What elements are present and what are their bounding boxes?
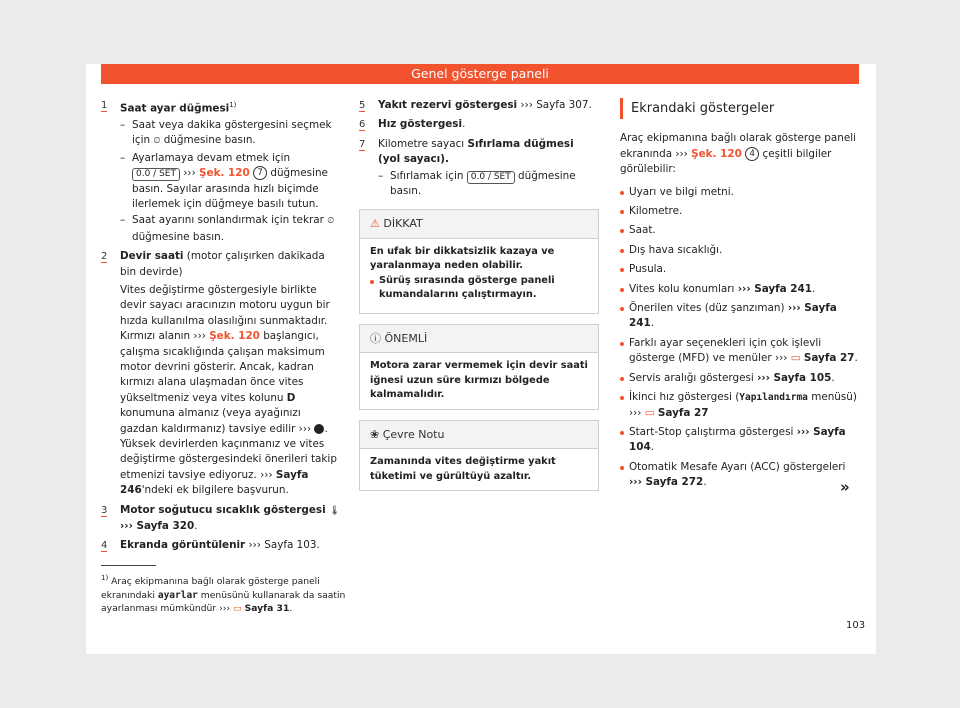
item-title: Motor soğutucu sıcaklık göstergesi bbox=[120, 503, 326, 516]
step: – Ayarlamaya devam etmek için 0.0 / SET ››› Şek. 120 7 düğmesine basın. Sayılar arasında hızlı biçimde ilerlemek için düğmeye basılı tutun. bbox=[120, 151, 341, 213]
box-header: ⓘ ÖNEMLİ bbox=[360, 325, 598, 353]
warning-ref-icon[interactable] bbox=[314, 424, 324, 434]
coolant-temperature-icon: 🌡 bbox=[328, 505, 341, 516]
item-title: Hız göstergesi bbox=[378, 118, 463, 131]
list-item bbox=[359, 98, 599, 113]
page-link[interactable]: ››› Sayfa 241 bbox=[737, 282, 813, 295]
callout-number: 4 bbox=[745, 147, 759, 161]
bullet-item: Start-Stop çalıştırma göstergesi ››› Sayfa 104. bbox=[620, 425, 860, 456]
list-item bbox=[101, 538, 341, 553]
environment-box bbox=[359, 420, 599, 491]
set-key: 0.0 / SET bbox=[132, 168, 180, 181]
item-number: 7 bbox=[359, 138, 366, 150]
page-link[interactable]: ››› Sayfa 241 bbox=[629, 302, 837, 330]
bullet-item: Servis aralığı göstergesi ››› Sayfa 105. bbox=[620, 371, 860, 386]
item-number: 1 bbox=[101, 100, 108, 111]
step: – Saat ayarını sonlandırmak için tekrar ⏲ düğmesine basın. bbox=[120, 213, 341, 245]
bullet-item: Farklı ayar seçenekleri için çok işlevli gösterge (MFD) ve menüler ››› ▭ Sayfa 27. bbox=[620, 336, 860, 367]
continued-marker: » bbox=[840, 478, 850, 496]
figure-link[interactable]: Şek. 120 bbox=[209, 330, 260, 343]
page-link[interactable]: ››› Sayfa 307. bbox=[517, 99, 592, 111]
footnote-divider bbox=[101, 565, 156, 566]
column-3 bbox=[620, 98, 860, 495]
item-title: Yakıt rezervi göstergesi bbox=[378, 99, 518, 111]
list-item: 6 Hız göstergesi. bbox=[359, 117, 599, 132]
figure-link[interactable]: Şek. 120 bbox=[691, 147, 742, 160]
item-title: Saat ayar düğmesi bbox=[120, 102, 230, 115]
bullet-item: Önerilen vites (düz şanzıman) ››› Sayfa 241. bbox=[620, 301, 860, 332]
list-item: 3 Motor soğutucu sıcaklık göstergesi 🌡 ››› Sayfa 320. bbox=[101, 503, 341, 533]
bullet-item: Saat. bbox=[620, 223, 860, 238]
clock-button-icon: ⏲ bbox=[153, 136, 161, 147]
box-header: ❀ Çevre Notu bbox=[360, 421, 598, 449]
bullet-item: Kilometre. bbox=[620, 204, 860, 219]
item-number: 4 bbox=[101, 540, 108, 552]
step: – Saat veya dakika göstergesini seçmek için ⏲ düğmesine basın. bbox=[120, 118, 341, 150]
bullet-item: Sürüş sırasında gösterge paneli kumandalarını çalıştırmayın. bbox=[370, 274, 588, 303]
box-body: En ufak bir dikkatsizlik kazaya ve yaralanmaya neden olabilir. Sürüş sırasında gösterge paneli kumandalarını çalıştırmayın. bbox=[360, 239, 598, 313]
bullet-item: Uyarı ve bilgi metni. bbox=[620, 185, 860, 200]
column-2 bbox=[359, 98, 599, 501]
footnote: $^{1)}$ Araç ekipmanına bağlı olarak gösterge paneli ekranındaki ayarlar menüsünü kullanarak da saatin ayarlanması mümkündür ››› ▭ Sayfa 31. bbox=[101, 565, 346, 616]
page-banner: Genel gösterge paneli bbox=[101, 64, 859, 84]
box-header: ⚠ DİKKAT bbox=[360, 210, 598, 238]
page-link[interactable]: ››› Sayfa 104 bbox=[629, 425, 846, 454]
info-icon: ⓘ bbox=[370, 331, 381, 345]
page-link[interactable]: Sayfa 27 bbox=[803, 352, 855, 365]
section-heading: Ekrandaki göstergeler bbox=[620, 98, 860, 119]
callout-number: 7 bbox=[253, 166, 267, 180]
page-link[interactable]: ››› Sayfa 320 bbox=[120, 520, 195, 533]
bullet-item: Dış hava sıcaklığı. bbox=[620, 243, 860, 258]
paragraph: Vites değiştirme göstergesiyle birlikte devir sayacı aracınızın motoru uygun bir hızda kullanılma olasılığını sunmaktadır. Kırmızı alanın ››› Şek. 120 başlangıcı, çalışma sıcaklığında çalışan maksimum motor devrini gösterir. Ancak, kadran kırmızı alana ulaşmadan önce vites yükseltmeniz veya vites kolunu D konumuna almanız (veya ayağınızı gazdan kaldırmanız) tavsiye edilir ››› . Yüksek devirlerden kaçınmanız ve vites değiştirme göstergesindeki önerileri takip etmenizi tavsiye ediyoruz. ››› Sayfa 246'ndeki ek bilgilere başvurun. bbox=[120, 283, 337, 497]
book-icon: ▭ bbox=[233, 603, 242, 615]
book-icon: ▭ bbox=[644, 406, 655, 419]
page-link[interactable]: ››› Sayfa 272 bbox=[629, 476, 704, 489]
box-body: Zamanında vites değiştirme yakıt tüketimi ve gürültüyü azaltır. bbox=[370, 456, 556, 482]
list-item bbox=[101, 98, 341, 245]
book-icon: ▭ bbox=[790, 352, 801, 365]
footnote-ref: 1) bbox=[229, 101, 237, 109]
page-link[interactable]: ››› Sayfa 105 bbox=[757, 371, 832, 384]
list-item: 2 Devir saati (motor çalışırken dakikada bin devirde) Vites değiştirme göstergesiyle birlikte devir sayacı aracınızın motoru uygun bir hızda kullanılma olasılığını sunmaktadır. Kırmızı alanın ››› Şek. 120 başlangıcı, çalışma sıcaklığında çalışan maksimum motor devrini gösterir. Ancak, kadran kırmızı alana ulaşmadan önce vites yükseltmeniz veya vites kolunu D konumuna almanız (veya ayağınızı gazdan kaldırmanız) tavsiye edilir ››› . Yüksek devirlerden kaçınmanız ve vites değiştirme göstergesindeki önerileri takip etmenizi tavsiye ediyoruz. ››› Sayfa 246'ndeki ek bilgilere başvurun. bbox=[101, 249, 341, 499]
notice-box bbox=[359, 324, 599, 410]
step: – Sıfırlamak için 0.0 / SET düğmesine basın. bbox=[378, 169, 599, 200]
bullet-item: Otomatik Mesafe Ayarı (ACC) göstergeleri ››› Sayfa 272. bbox=[620, 460, 860, 491]
page-link[interactable]: ››› Sayfa 103. bbox=[245, 539, 320, 552]
figure-link[interactable]: Şek. 120 bbox=[199, 167, 250, 180]
item-number: 3 bbox=[101, 504, 108, 516]
page-number: 103 bbox=[846, 620, 866, 631]
warning-box bbox=[359, 209, 599, 313]
page-link[interactable]: Sayfa 31 bbox=[244, 603, 290, 615]
page-link[interactable]: Sayfa 27 bbox=[657, 406, 709, 419]
clock-button-icon: ⏲ bbox=[327, 216, 335, 227]
set-key: 0.0 / SET bbox=[467, 171, 515, 184]
leaf-icon: ❀ bbox=[370, 427, 380, 441]
item-title: Ekranda görüntülenir bbox=[120, 539, 246, 552]
paragraph: Araç ekipmanına bağlı olarak gösterge paneli ekranında ››› Şek. 120 4 çeşitli bilgiler görülebilir: bbox=[620, 132, 857, 176]
box-body: Motora zarar vermemek için devir saati iğnesi uzun süre kırmızı bölgede kalmamalıdır. bbox=[370, 360, 588, 401]
page-link[interactable]: Sayfa 246 bbox=[120, 468, 309, 497]
bullet-item: İkinci hız göstergesi (Yapılandırma menüsü) ››› ▭ Sayfa 27 bbox=[620, 390, 860, 421]
bullet-item: Pusula. bbox=[620, 262, 860, 277]
item-number: 6 bbox=[359, 119, 366, 131]
bullet-item: Vites kolu konumları ››› Sayfa 241. bbox=[620, 282, 860, 297]
warning-triangle-icon: ⚠ bbox=[370, 217, 380, 231]
column-1 bbox=[101, 98, 341, 558]
list-item: 7 Kilometre sayacı Sıfırlama düğmesi (yol sayacı). – Sıfırlamak için 0.0 / SET düğmesine basın. bbox=[359, 137, 599, 200]
item-number: 2 bbox=[101, 251, 108, 263]
item-title: Devir saati bbox=[120, 250, 184, 263]
item-number: 5 bbox=[359, 100, 366, 111]
